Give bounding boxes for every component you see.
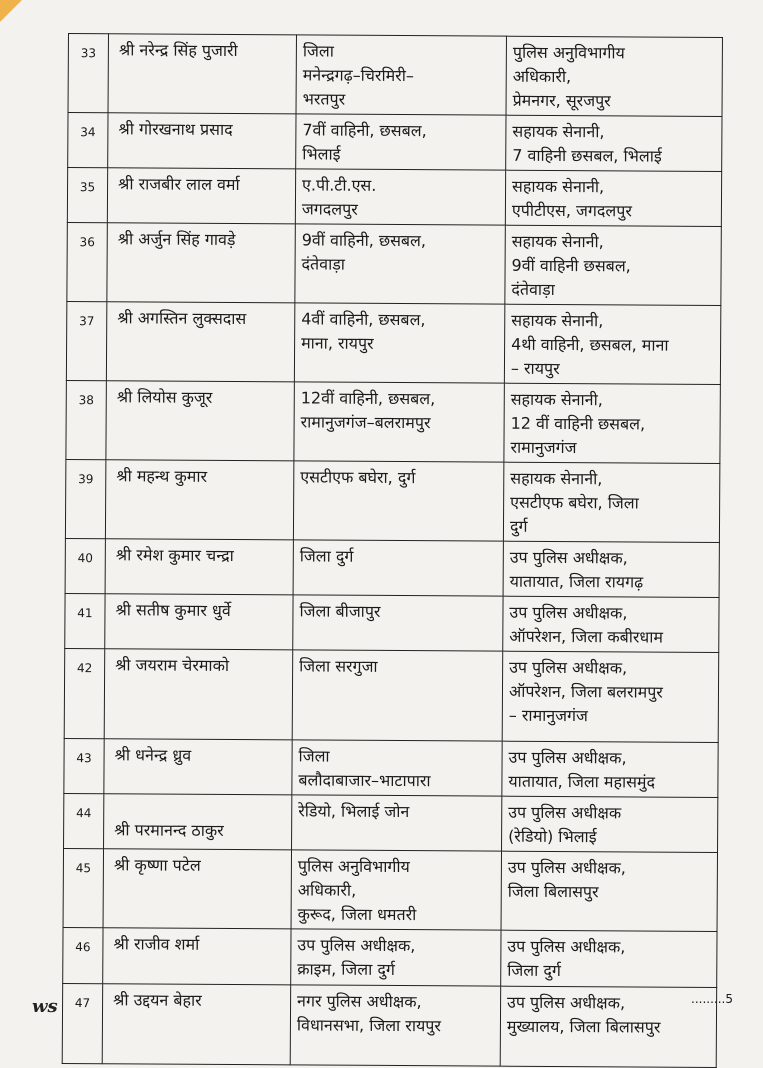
table-row: [68, 113, 722, 172]
current-posting-cell: नगर पुलिस अधीक्षक, विधानसभा, जिला रायपुर: [290, 985, 500, 1066]
new-posting-cell: पुलिस अनुविभागीय अधिकारी, प्रेमनगर, सूरजपुर: [506, 36, 722, 116]
table-row: [62, 983, 716, 1067]
serial-number-cell: 45: [63, 848, 103, 927]
table-row: [65, 538, 719, 597]
current-posting-cell: पुलिस अनुविभागीय अधिकारी, कुरूद, जिला धमतरी: [291, 850, 501, 930]
table-row: [64, 793, 718, 852]
serial-number-cell: 40: [65, 538, 105, 593]
table-row: [64, 648, 719, 742]
table-row: [67, 168, 721, 227]
officer-name-cell: श्री जयराम चेरमाको: [104, 649, 293, 740]
officer-name-cell: श्री महन्थ कुमार: [105, 460, 293, 540]
officer-name-cell: श्री कृष्णा पटेल: [103, 849, 291, 929]
table-row: [65, 593, 719, 652]
new-posting-cell: उप पुलिस अधीक्षक, जिला दुर्ग: [501, 930, 717, 987]
officer-name-cell: श्री गोरखनाथ प्रसाद: [108, 113, 296, 169]
serial-number-cell: 34: [68, 113, 108, 168]
officer-name-cell: श्री अर्जुन सिंह गावड़े: [107, 223, 295, 303]
officer-name-cell: श्री परमानन्द ठाकुर: [104, 794, 292, 850]
current-posting-cell: 9वीं वाहिनी, छसबल, दंतेवाड़ा: [295, 224, 505, 304]
current-posting-cell: उप पुलिस अधीक्षक, क्राइम, जिला दुर्ग: [291, 929, 501, 986]
new-posting-cell: सहायक सेनानी, 9वीं वाहिनी छसबल, दंतेवाड़ा: [505, 225, 721, 305]
serial-number-cell: 44: [64, 793, 104, 848]
table-row: [65, 459, 719, 542]
new-posting-cell: उप पुलिस अधीक्षक, मुख्यालय, जिला बिलासपुर: [500, 986, 716, 1067]
handwritten-initials: ws: [32, 996, 58, 1017]
serial-number-cell: 47: [62, 983, 102, 1063]
current-posting-cell: ए.पी.टी.एस. जगदलपुर: [295, 169, 505, 225]
current-posting-cell: जिला बीजापुर: [293, 595, 503, 651]
serial-number-cell: 36: [67, 222, 107, 301]
serial-number-cell: 39: [65, 459, 105, 538]
serial-number-cell: 37: [66, 301, 106, 380]
table-row: [63, 848, 717, 931]
officer-name-cell: श्री रमेश कुमार चन्द्रा: [105, 539, 293, 595]
serial-number-cell: 43: [64, 738, 104, 793]
officer-name-cell: श्री धनेन्द्र ध्रुव: [104, 739, 292, 795]
serial-number-cell: 42: [64, 648, 105, 738]
new-posting-cell: उप पुलिस अधीक्षक, ऑपरेशन, जिला कबीरधाम: [503, 596, 719, 652]
current-posting-cell: जिला सरगुजा: [292, 650, 503, 741]
officer-name-cell: श्री अगस्तिन लुक्सदास: [106, 302, 294, 382]
officer-name-cell: श्री नरेन्द्र सिंह पुजारी: [108, 34, 296, 114]
new-posting-cell: सहायक सेनानी, एपीटीएस, जगदलपुर: [505, 170, 721, 226]
serial-number-cell: 38: [66, 380, 106, 459]
current-posting-cell: 7वीं वाहिनी, छसबल, भिलाई: [296, 114, 506, 170]
current-posting-cell: एसटीएफ बघेरा, दुर्ग: [293, 461, 503, 541]
new-posting-cell: उप पुलिस अधीक्षक, ऑपरेशन, जिला बलरामपुर – रामानुजगंज: [502, 651, 719, 742]
new-posting-cell: उप पुलिस अधीक्षक (रेडियो) भिलाई: [502, 796, 718, 852]
page-number: .........5: [691, 992, 733, 1006]
table-row: [68, 34, 722, 117]
new-posting-cell: उप पुलिस अधीक्षक, यातायात, जिला रायगढ़: [503, 541, 719, 597]
serial-number-cell: 46: [63, 927, 103, 983]
officer-name-cell: श्री लियोस कुजूर: [106, 381, 294, 461]
current-posting-cell: जिला बलौदाबाजार–भाटापारा: [292, 740, 502, 796]
current-posting-cell: 12वीं वाहिनी, छसबल, रामानुजगंज–बलरामपुर: [294, 382, 504, 462]
officer-name-cell: श्री उद्दयन बेहार: [102, 984, 290, 1065]
current-posting-cell: जिला मनेन्द्रगढ़–चिरमिरी– भरतपुर: [296, 35, 506, 115]
officer-name-cell: श्री सतीष कुमार धुर्वे: [105, 594, 293, 650]
table-row: [66, 380, 720, 463]
new-posting-cell: सहायक सेनानी, 4थी वाहिनी, छसबल, माना – रायपुर: [504, 304, 720, 384]
current-posting-cell: रेडियो, भिलाई जोन: [292, 795, 502, 851]
current-posting-cell: जिला दुर्ग: [293, 540, 503, 596]
new-posting-cell: सहायक सेनानी, 7 वाहिनी छसबल, भिलाई: [506, 115, 722, 171]
new-posting-cell: सहायक सेनानी, एसटीएफ बघेरा, जिला दुर्ग: [503, 462, 719, 542]
new-posting-cell: सहायक सेनानी, 12 वीं वाहिनी छसबल, रामानुजगंज: [504, 383, 720, 463]
officer-name-cell: श्री राजबीर लाल वर्मा: [107, 168, 295, 224]
table-row: [64, 738, 718, 797]
table-row: [66, 301, 720, 384]
serial-number-cell: 33: [68, 34, 108, 113]
officer-name-cell: श्री राजीव शर्मा: [103, 928, 291, 985]
current-posting-cell: 4वीं वाहिनी, छसबल, माना, रायपुर: [294, 303, 504, 383]
new-posting-cell: उप पुलिस अधीक्षक, यातायात, जिला महासमुंद: [502, 741, 718, 797]
serial-number-cell: 41: [65, 593, 105, 648]
new-posting-cell: उप पुलिस अधीक्षक, जिला बिलासपुर: [501, 851, 717, 931]
table-row: [63, 927, 717, 987]
transfer-list-table: [62, 33, 723, 1068]
page-corner-fold: [0, 0, 22, 22]
serial-number-cell: 35: [67, 168, 107, 223]
table-row: [67, 222, 721, 305]
